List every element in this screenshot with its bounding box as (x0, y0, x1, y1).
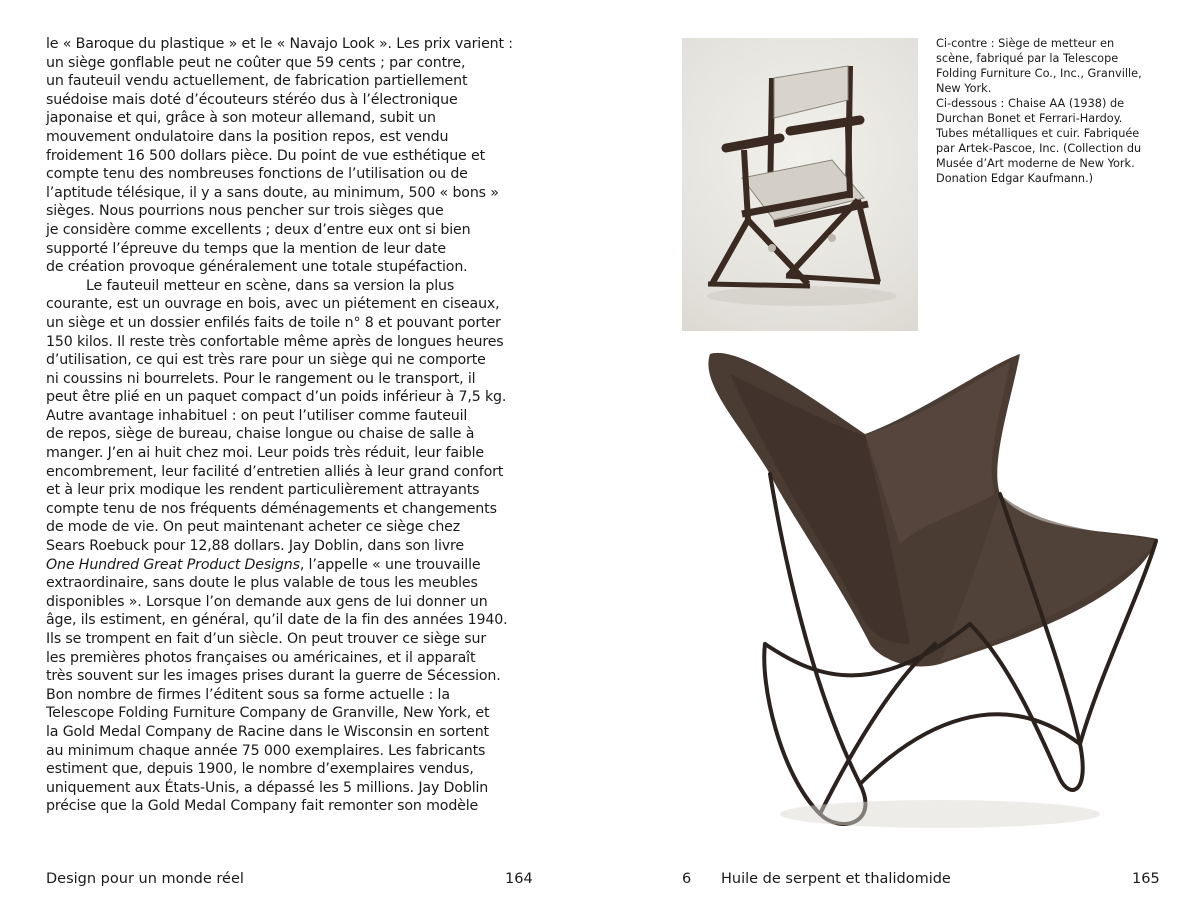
text-line: Sears Roebuck pour 12,88 dollars. Jay Doblin, dans son livre (46, 538, 464, 555)
director-chair-illustration (682, 38, 918, 331)
chapter-number: 6 (682, 871, 692, 887)
text-line: encombrement, leur facilité d’entretien alliés à leur grand confort (46, 463, 504, 480)
text-line: courante, est un ouvrage en bois, avec un piétement en ciseaux, (46, 296, 500, 313)
text-line: un siège et un dossier enfilés faits de toile n° 8 et pouvant porter (46, 314, 501, 331)
text-line: un fauteuil vendu actuellement, de fabrication partiellement (46, 73, 468, 90)
text-line: de repos, siège de bureau, chaise longue ou chaise de salle à (46, 426, 475, 443)
text-line: manger. J’en ai huit chez moi. Leur poids très réduit, leur faible (46, 445, 484, 462)
caption-line: Durchan Bonet et Ferrari-Hardoy. (936, 112, 1123, 125)
caption-line: Donation Edgar Kaufmann.) (936, 172, 1094, 185)
text-fragment: , l’appelle « une trouvaille (299, 556, 481, 573)
text-line: 150 kilos. Il reste très confortable même après de longues heures (46, 333, 504, 350)
right-page (600, 0, 1200, 912)
text-line-with-book-title (46, 556, 526, 575)
text-line: japonaise et qui, grâce à son moteur allemand, subit un (46, 110, 436, 127)
text-line: de mode de vie. On peut maintenant acheter ce siège chez (46, 519, 461, 536)
text-line: précise que la Gold Medal Company fait remonter son modèle (46, 798, 479, 815)
caption-line: Ci-dessous : Chaise AA (1938) de (936, 97, 1125, 110)
text-line: Ils se trompent en fait d’un siècle. On peut trouver ce siège sur (46, 631, 487, 647)
caption-line: New York. (936, 82, 992, 95)
text-line: froidement 16 500 dollars pièce. Du point de vue esthétique et (46, 147, 485, 164)
text-line: l’aptitude télésique, il y a sans doute, au minimum, 500 « bons » (46, 184, 499, 201)
text-line: compte tenu des nombreuses fonctions de l’utilisation ou de (46, 166, 468, 183)
caption-line: Musée d’Art moderne de New York. (936, 157, 1135, 170)
text-line: au minimum chaque année 75 000 exemplaires. Les fabricants (46, 742, 486, 759)
text-line: très souvent sur les images prises durant la guerre de Sécession. (46, 668, 501, 685)
footer-book-title: Design pour un monde réel (46, 871, 244, 887)
butterfly-chair-illustration (670, 344, 1170, 844)
caption-line: Ci-contre : Siège de metteur en (936, 37, 1115, 50)
text-line: les premières photos françaises ou américaines, et il apparaît (46, 649, 476, 666)
text-line: âge, ils estiment, en général, qu’il date de la fin des années 1940. (46, 612, 508, 629)
text-line: ni coussins ni bourrelets. Pour le rangement ou le transport, il (46, 370, 476, 387)
caption-line: Folding Furniture Co., Inc., Granville, (936, 67, 1142, 80)
text-line: la Gold Medal Company de Racine dans le Wisconsin en sortent (46, 723, 489, 740)
body-text (46, 35, 526, 816)
text-line: d’utilisation, ce qui est très rare pour un siège qui ne comporte (46, 352, 486, 369)
text-line: je considère comme excellents ; deux d’entre eux ont si bien (46, 221, 471, 238)
text-line: sièges. Nous pourrions nous pencher sur trois sièges que (46, 203, 444, 220)
text-line: disponibles ». Lorsque l’on demande aux gens de lui donner un (46, 593, 488, 610)
text-line: uniquement aux États-Unis, a dépassé les 5 millions. Jay Doblin (46, 779, 489, 796)
text-line: Telescope Folding Furniture Company de Granville, New York, et (46, 705, 490, 722)
text-line: un siège gonflable peut ne coûter que 59 cents ; par contre, (46, 54, 466, 71)
caption-line: Tubes métalliques et cuir. Fabriquée (936, 127, 1140, 140)
text-line: le « Baroque du plastique » et le « Navajo Look ». Les prix varient : (46, 36, 513, 52)
butterfly-chair-photo (670, 344, 1170, 844)
text-line: supporté l’épreuve du temps que la mention de leur date (46, 240, 446, 257)
text-line: peut être plié en un paquet compact d’un poids inférieur à 7,5 kg. (46, 389, 507, 406)
photo-caption (936, 36, 1166, 186)
director-chair-photo (682, 38, 918, 331)
text-line: suédoise mais doté d’écouteurs stéréo dus à l’électronique (46, 91, 458, 108)
caption-line: scène, fabriqué par la Telescope (936, 52, 1119, 65)
text-line: mouvement ondulatoire dans la position repos, est vendu (46, 128, 449, 145)
text-line: Autre avantage inhabituel : on peut l’utiliser comme fauteuil (46, 407, 468, 424)
caption-line: par Artek-Pascoe, Inc. (Collection du (936, 142, 1142, 155)
text-line: estiment que, depuis 1900, le nombre d’exemplaires vendus, (46, 761, 474, 778)
page-number-left: 164 (505, 871, 533, 887)
text-line: Le fauteuil metteur en scène, dans sa version la plus (86, 277, 455, 294)
text-line: extraordinaire, sans doute le plus valable de tous les meubles (46, 575, 478, 592)
text-line: de création provoque généralement une totale stupéfaction. (46, 259, 468, 276)
page-number-right: 165 (1132, 871, 1160, 887)
text-line: Bon nombre de firmes l’éditent sous sa forme actuelle : la (46, 686, 450, 703)
text-line: et à leur prix modique les rendent particulièrement attrayants (46, 482, 480, 499)
text-line: compte tenu de nos fréquents déménagements et changements (46, 500, 497, 517)
book-title: One Hundred Great Product Designs (46, 556, 300, 573)
chapter-title: Huile de serpent et thalidomide (721, 871, 951, 887)
